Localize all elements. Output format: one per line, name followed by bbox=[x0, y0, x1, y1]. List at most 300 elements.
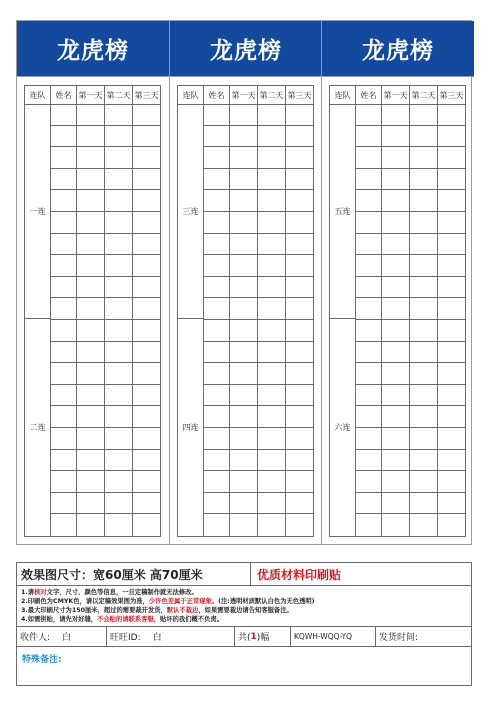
table-cell bbox=[410, 190, 438, 211]
table-cell bbox=[356, 385, 382, 406]
table-cell bbox=[286, 126, 313, 147]
table-cell bbox=[105, 104, 133, 125]
table-cell bbox=[230, 320, 258, 341]
table-cell bbox=[77, 298, 105, 319]
table-cell bbox=[51, 406, 77, 427]
table-cell bbox=[133, 255, 160, 276]
table-cell bbox=[410, 255, 438, 276]
table-cell bbox=[133, 514, 160, 536]
table-body bbox=[204, 104, 313, 536]
table-cell bbox=[438, 363, 465, 384]
order-info-box bbox=[16, 562, 472, 686]
table-row bbox=[204, 298, 313, 320]
table-body bbox=[356, 104, 465, 536]
table-cell bbox=[230, 169, 258, 190]
table-row bbox=[51, 406, 160, 428]
note-segment: 1.请 bbox=[21, 589, 35, 596]
table-cell bbox=[356, 255, 382, 276]
table-cell bbox=[410, 428, 438, 449]
table-row bbox=[356, 190, 465, 212]
table-cell bbox=[286, 406, 313, 427]
table-cell bbox=[356, 428, 382, 449]
info-mid-row bbox=[17, 627, 471, 647]
table-cell bbox=[230, 298, 258, 319]
table-cell bbox=[382, 212, 410, 233]
table-cell bbox=[133, 234, 160, 255]
table-row bbox=[356, 320, 465, 342]
table-cell bbox=[382, 277, 410, 298]
table-row bbox=[356, 126, 465, 148]
table-cell bbox=[286, 363, 313, 384]
table-cell bbox=[356, 342, 382, 363]
note-line bbox=[21, 606, 467, 615]
column-header: 第二天 bbox=[258, 86, 286, 104]
info-top-row bbox=[17, 563, 471, 586]
note-segment: 少许色差属于正常现象。 bbox=[148, 598, 219, 605]
note-segment: 文字、尺寸、颜色等信息，一旦定稿制作就无法修改。 bbox=[46, 589, 198, 596]
table-cell bbox=[382, 234, 410, 255]
score-table bbox=[24, 85, 161, 537]
table-cell bbox=[438, 234, 465, 255]
table-cell bbox=[438, 428, 465, 449]
table-cell bbox=[410, 514, 438, 536]
table-cell bbox=[77, 342, 105, 363]
table-row bbox=[356, 104, 465, 126]
table-cell bbox=[51, 277, 77, 298]
table-cell bbox=[51, 104, 77, 125]
table-header-row bbox=[178, 86, 313, 105]
table-cell bbox=[258, 450, 286, 471]
receiver-label: 收件人: bbox=[20, 633, 51, 643]
table-cell bbox=[77, 277, 105, 298]
table-cell bbox=[410, 320, 438, 341]
table-cell bbox=[286, 320, 313, 341]
table-cell bbox=[105, 320, 133, 341]
table-cell bbox=[438, 298, 465, 319]
table-row bbox=[51, 385, 160, 407]
note-segment: 3.最大印刷尺寸为150厘米，超过的需要裁开发货， bbox=[21, 607, 167, 614]
ship-time-cell: 发货时间: bbox=[379, 633, 419, 643]
table-cell bbox=[356, 471, 382, 492]
table-cell bbox=[133, 277, 160, 298]
table-cell bbox=[105, 190, 133, 211]
table-cell bbox=[77, 514, 105, 536]
panel-title: 龙虎榜 bbox=[362, 38, 434, 64]
table-row bbox=[51, 450, 160, 472]
column-header: 连队 bbox=[178, 86, 204, 104]
panel-title: 龙虎榜 bbox=[210, 38, 282, 64]
table-cell bbox=[51, 363, 77, 384]
wangwang-value: 白 bbox=[152, 633, 162, 643]
table-cell bbox=[382, 406, 410, 427]
table-cell bbox=[204, 298, 230, 319]
table-cell bbox=[286, 212, 313, 233]
table-cell bbox=[410, 234, 438, 255]
table-cell bbox=[438, 190, 465, 211]
table-cell bbox=[356, 104, 382, 125]
table-cell bbox=[258, 169, 286, 190]
panel-header bbox=[322, 21, 474, 77]
table-cell bbox=[382, 169, 410, 190]
column-header: 第二天 bbox=[410, 86, 438, 104]
table-cell bbox=[133, 471, 160, 492]
table-row bbox=[51, 212, 160, 234]
table-row bbox=[51, 342, 160, 364]
table-cell bbox=[286, 147, 313, 168]
table-row bbox=[356, 147, 465, 169]
table-cell bbox=[286, 234, 313, 255]
table-cell bbox=[382, 342, 410, 363]
table-cell bbox=[410, 406, 438, 427]
table-cell bbox=[356, 493, 382, 514]
table-cell bbox=[105, 406, 133, 427]
table-row bbox=[204, 450, 313, 472]
team-label: 四连 bbox=[178, 319, 204, 536]
table-cell bbox=[204, 104, 230, 125]
count-value: 1 bbox=[250, 631, 257, 642]
table-cell bbox=[77, 147, 105, 168]
table-cell bbox=[105, 342, 133, 363]
table-cell bbox=[230, 406, 258, 427]
table-cell bbox=[105, 385, 133, 406]
table-cell bbox=[204, 493, 230, 514]
table-cell bbox=[410, 147, 438, 168]
table-cell bbox=[382, 493, 410, 514]
table-cell bbox=[77, 450, 105, 471]
column-header: 连队 bbox=[25, 86, 51, 104]
table-row bbox=[204, 277, 313, 299]
leaderboard-panel bbox=[321, 21, 474, 544]
table-row bbox=[204, 190, 313, 212]
table-cell bbox=[258, 255, 286, 276]
table-cell bbox=[230, 277, 258, 298]
score-table bbox=[329, 85, 466, 537]
table-cell bbox=[286, 255, 313, 276]
table-cell bbox=[286, 342, 313, 363]
table-cell bbox=[382, 471, 410, 492]
table-row bbox=[204, 363, 313, 385]
table-cell bbox=[438, 212, 465, 233]
table-row bbox=[356, 169, 465, 191]
table-cell bbox=[258, 147, 286, 168]
table-cell bbox=[410, 277, 438, 298]
table-cell bbox=[230, 212, 258, 233]
table-row bbox=[51, 255, 160, 277]
table-row bbox=[51, 169, 160, 191]
table-row bbox=[356, 428, 465, 450]
table-row bbox=[204, 255, 313, 277]
table-row bbox=[204, 212, 313, 234]
table-cell bbox=[258, 471, 286, 492]
table-cell bbox=[356, 234, 382, 255]
column-header: 第二天 bbox=[105, 86, 133, 104]
table-cell bbox=[258, 298, 286, 319]
table-cell bbox=[410, 450, 438, 471]
table-cell bbox=[77, 234, 105, 255]
table-cell bbox=[105, 169, 133, 190]
table-row bbox=[51, 277, 160, 299]
column-header: 姓名 bbox=[204, 86, 230, 104]
table-cell bbox=[51, 255, 77, 276]
table-row bbox=[204, 385, 313, 407]
team-label: 三连 bbox=[178, 104, 204, 319]
table-cell bbox=[77, 169, 105, 190]
code-cell: KQWH-WQQ-YQ bbox=[291, 627, 376, 646]
table-row bbox=[51, 493, 160, 515]
note-segment: 不会贴的请联系客服 bbox=[97, 616, 154, 623]
column-header: 第三天 bbox=[439, 90, 464, 100]
table-cell bbox=[356, 190, 382, 211]
table-row bbox=[204, 126, 313, 148]
table-cell bbox=[105, 298, 133, 319]
table-cell bbox=[286, 514, 313, 536]
table-cell bbox=[133, 169, 160, 190]
table-cell bbox=[133, 406, 160, 427]
column-header: 姓名 bbox=[356, 86, 382, 104]
panel-header bbox=[170, 21, 322, 77]
table-cell bbox=[204, 450, 230, 471]
note-segment: (注:透明材质默认白色为无色透明) bbox=[218, 598, 315, 605]
table-cell bbox=[438, 450, 465, 471]
table-row bbox=[51, 320, 160, 342]
table-cell bbox=[356, 320, 382, 341]
note-line bbox=[21, 615, 467, 624]
table-row bbox=[51, 104, 160, 126]
leaderboard-panel bbox=[169, 21, 322, 544]
table-cell bbox=[286, 493, 313, 514]
wangwang-label: 旺旺ID: bbox=[110, 633, 141, 643]
table-cell bbox=[410, 169, 438, 190]
table-cell bbox=[51, 428, 77, 449]
table-cell bbox=[204, 363, 230, 384]
brand-label: 优质材料印刷贴 bbox=[257, 567, 342, 582]
table-cell bbox=[133, 298, 160, 319]
table-cell bbox=[410, 471, 438, 492]
table-cell bbox=[230, 104, 258, 125]
table-cell bbox=[258, 277, 286, 298]
table-cell bbox=[133, 450, 160, 471]
table-cell bbox=[204, 147, 230, 168]
table-cell bbox=[51, 169, 77, 190]
table-cell bbox=[356, 298, 382, 319]
table-cell bbox=[77, 406, 105, 427]
table-cell bbox=[410, 212, 438, 233]
column-header: 第三天 bbox=[287, 90, 312, 100]
table-cell bbox=[438, 147, 465, 168]
table-cell bbox=[51, 493, 77, 514]
table-cell bbox=[105, 514, 133, 536]
table-cell bbox=[77, 190, 105, 211]
team-label: 五连 bbox=[330, 104, 356, 319]
table-cell bbox=[133, 147, 160, 168]
note-line bbox=[21, 597, 467, 606]
table-cell bbox=[51, 147, 77, 168]
table-cell bbox=[286, 385, 313, 406]
table-cell bbox=[356, 450, 382, 471]
table-row bbox=[356, 255, 465, 277]
table-row bbox=[51, 190, 160, 212]
table-cell bbox=[77, 363, 105, 384]
table-cell bbox=[204, 385, 230, 406]
table-cell bbox=[286, 428, 313, 449]
column-header: 第三天 bbox=[134, 90, 159, 100]
table-cell bbox=[438, 255, 465, 276]
table-cell bbox=[77, 212, 105, 233]
table-cell bbox=[51, 190, 77, 211]
count-prefix: 共( bbox=[238, 633, 251, 643]
table-cell bbox=[105, 234, 133, 255]
score-table bbox=[177, 85, 314, 537]
table-cell bbox=[382, 190, 410, 211]
table-cell bbox=[410, 104, 438, 125]
table-cell bbox=[105, 147, 133, 168]
table-cell bbox=[204, 190, 230, 211]
table-cell bbox=[258, 363, 286, 384]
table-row bbox=[204, 104, 313, 126]
table-cell bbox=[258, 342, 286, 363]
team-label: 六连 bbox=[330, 319, 356, 536]
table-cell bbox=[204, 406, 230, 427]
note-segment: 4.如需拼贴，请先对好缝， bbox=[21, 616, 98, 623]
note-line bbox=[21, 588, 467, 597]
table-cell bbox=[51, 514, 77, 536]
table-row bbox=[356, 234, 465, 256]
table-row bbox=[204, 169, 313, 191]
table-cell bbox=[51, 126, 77, 147]
table-cell bbox=[204, 126, 230, 147]
table-cell bbox=[382, 126, 410, 147]
table-row bbox=[204, 493, 313, 515]
table-cell bbox=[105, 277, 133, 298]
table-cell bbox=[286, 471, 313, 492]
table-cell bbox=[105, 471, 133, 492]
table-cell bbox=[105, 363, 133, 384]
table-row bbox=[356, 363, 465, 385]
table-body bbox=[51, 104, 160, 536]
table-cell bbox=[77, 126, 105, 147]
table-cell bbox=[356, 126, 382, 147]
table-cell bbox=[438, 471, 465, 492]
table-cell bbox=[77, 385, 105, 406]
table-row bbox=[204, 428, 313, 450]
table-cell bbox=[438, 385, 465, 406]
table-cell bbox=[258, 514, 286, 536]
count-cell bbox=[235, 627, 291, 646]
table-cell bbox=[51, 471, 77, 492]
table-row bbox=[51, 298, 160, 320]
table-cell bbox=[230, 450, 258, 471]
table-cell bbox=[230, 514, 258, 536]
table-cell bbox=[133, 104, 160, 125]
table-cell bbox=[105, 428, 133, 449]
table-row bbox=[204, 147, 313, 169]
table-cell bbox=[133, 493, 160, 514]
table-cell bbox=[230, 342, 258, 363]
table-cell bbox=[133, 190, 160, 211]
team-label: 一连 bbox=[25, 104, 51, 319]
table-row bbox=[51, 363, 160, 385]
leaderboard-board bbox=[16, 20, 472, 545]
table-cell bbox=[258, 406, 286, 427]
table-row bbox=[356, 450, 465, 472]
table-cell bbox=[356, 212, 382, 233]
notes-block bbox=[17, 586, 471, 627]
table-row bbox=[356, 277, 465, 299]
table-cell bbox=[133, 363, 160, 384]
table-cell bbox=[204, 471, 230, 492]
table-cell bbox=[286, 104, 313, 125]
table-row bbox=[51, 514, 160, 536]
table-cell bbox=[77, 471, 105, 492]
table-cell bbox=[230, 428, 258, 449]
table-cell bbox=[356, 147, 382, 168]
table-cell bbox=[258, 234, 286, 255]
size-label: 效果图尺寸：宽60厘米 高70厘米 bbox=[17, 563, 251, 585]
table-cell bbox=[230, 234, 258, 255]
table-header-row bbox=[25, 86, 160, 105]
note-segment: 2.印刷色为CMYK色，请以定稿效果图为准， bbox=[21, 598, 149, 605]
table-row bbox=[204, 234, 313, 256]
table-cell bbox=[133, 342, 160, 363]
column-header: 第一天 bbox=[77, 86, 105, 104]
table-cell bbox=[286, 298, 313, 319]
table-cell bbox=[133, 126, 160, 147]
note-segment: 默认不裁边 bbox=[166, 607, 199, 614]
table-cell bbox=[230, 493, 258, 514]
panel-title: 龙虎榜 bbox=[57, 38, 129, 64]
table-cell bbox=[286, 450, 313, 471]
table-row bbox=[51, 471, 160, 493]
table-cell bbox=[410, 126, 438, 147]
count-suffix: )幅 bbox=[256, 633, 270, 643]
note-segment: ，如果需要裁边请告知客服备注。 bbox=[198, 607, 293, 614]
table-row bbox=[356, 406, 465, 428]
table-cell bbox=[438, 406, 465, 427]
table-cell bbox=[230, 147, 258, 168]
table-cell bbox=[230, 363, 258, 384]
table-cell bbox=[105, 450, 133, 471]
table-cell bbox=[51, 385, 77, 406]
leaderboard-panel bbox=[17, 21, 169, 544]
table-cell bbox=[204, 320, 230, 341]
table-cell bbox=[410, 385, 438, 406]
table-cell bbox=[77, 104, 105, 125]
table-cell bbox=[438, 104, 465, 125]
table-cell bbox=[204, 212, 230, 233]
table-cell bbox=[133, 428, 160, 449]
table-cell bbox=[230, 471, 258, 492]
table-cell bbox=[356, 514, 382, 536]
table-cell bbox=[382, 363, 410, 384]
table-cell bbox=[51, 298, 77, 319]
table-cell bbox=[356, 169, 382, 190]
note-segment: ，贴坏的我们概不负责。 bbox=[153, 616, 223, 623]
table-cell bbox=[204, 234, 230, 255]
table-cell bbox=[410, 298, 438, 319]
table-cell bbox=[105, 126, 133, 147]
panel-header bbox=[17, 21, 169, 77]
table-cell bbox=[105, 212, 133, 233]
column-header: 连队 bbox=[330, 86, 356, 104]
table-cell bbox=[258, 126, 286, 147]
table-cell bbox=[51, 450, 77, 471]
table-cell bbox=[77, 320, 105, 341]
table-row bbox=[356, 298, 465, 320]
table-cell bbox=[286, 169, 313, 190]
note-segment: 核对 bbox=[34, 589, 47, 596]
column-header: 第一天 bbox=[230, 86, 258, 104]
table-row bbox=[204, 471, 313, 493]
